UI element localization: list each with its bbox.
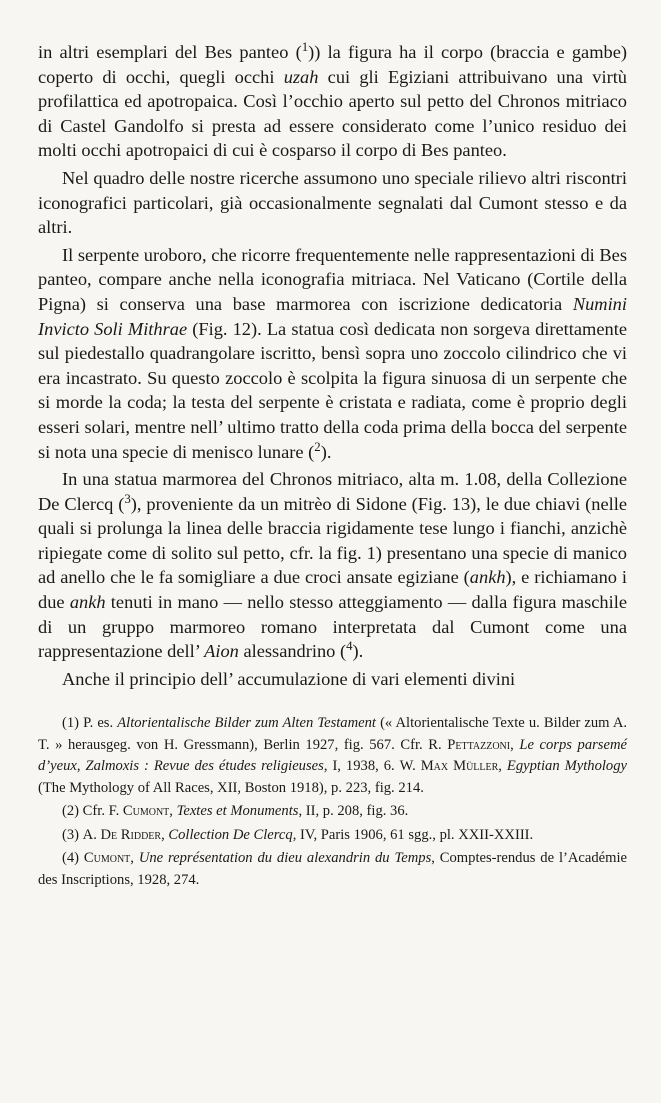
paragraph-5: Anche il principio dell’ accumulazione di vari elementi divini xyxy=(62,668,516,689)
text: Il serpente uroboro, che ricorre frequentemente nelle rappresentazioni di Bes panteo, compare anche nella iconografia mitriaca. Nel Vaticano (Cortile della Pigna) si conserva una base marmorea con iscrizione dedicatoria xyxy=(38,244,627,314)
text: In una statua marmorea del Chronos mitriaco, alta m. 1.08, della Collezione De Clercq ( xyxy=(38,469,627,514)
paragraph-2: Nel quadro delle nostre ricerche assumono uno speciale rilievo altri riscontri iconografici particolari, già occasionalmente segnalati dal Cumont stesso e da altri. xyxy=(38,167,627,238)
text: (« Altorientalische Texte u. Bilder zum A. T. » herausgeg. von H. Gressmann), Berlin 1927, fig. 567. Cfr. xyxy=(38,715,628,753)
footnotes xyxy=(38,713,627,891)
text: )) la figura ha il corpo (braccia e gambe) coperto di occhi, quegli occhi xyxy=(38,42,627,87)
text: ), proveniente da un mitrèo di Sidone (Fig. 13), le due chiavi (nelle quali si prolunga la linea delle braccia rigidamente tese lungo i fianchi, anzichè ripiegate come di solito sul petto, cfr. la fig. 1) presentano una specie di manico ad anello che le fa somigliare a due croci ansate egiziane ( xyxy=(38,493,627,588)
citation-author: F. Cumont xyxy=(108,803,170,820)
citation-author: W. Max Müller xyxy=(399,758,499,775)
text: , xyxy=(169,803,177,820)
citation-author: Cumont xyxy=(83,850,131,867)
text: , xyxy=(76,758,86,775)
footnote-2 xyxy=(38,801,627,823)
footnote-3 xyxy=(38,825,627,847)
citation-title: Altorientalische Bilder zum Alten Testament xyxy=(117,715,376,732)
term-ankh: ankh xyxy=(469,567,506,588)
citation-title: Egyptian Mythology xyxy=(506,758,627,775)
text: , xyxy=(161,826,169,843)
text: tenuti in mano — nello stesso atteggiamento — dalla figura maschile di un gruppo marmoreo romano interpretata dal Cumont come una rappresentazione dell’ xyxy=(38,592,627,662)
term-aion: Aion xyxy=(204,641,239,662)
paragraph-1 xyxy=(38,40,627,163)
term-uzah: uzah xyxy=(283,66,319,87)
footnote-ref-1: 1 xyxy=(301,39,309,54)
footnote-4 xyxy=(38,848,627,891)
text: (The Mythology of All Races, XII, Boston 1918), p. 223, fig. 214. xyxy=(38,779,424,796)
footnote-1 xyxy=(38,713,627,799)
text: ). xyxy=(352,641,364,662)
term-ankh: ankh xyxy=(69,592,106,613)
text: , Comptes-rendus de l’Académie des Inscriptions, 1928, 274. xyxy=(38,850,628,888)
text: (1) P. es. xyxy=(62,715,118,732)
text: ), e richiamano i due xyxy=(38,567,627,613)
citation-title: Zalmoxis : Revue des études religieuses xyxy=(85,758,324,775)
text: cui gli Egiziani attribuivano una virtù profilattica ed apotropaica. Così l’occhio aperto sul petto del Chronos mitriaco di Castel Gandolfo si presta ad essere considerato come l’unico residuo dei molti occhi apotropaici di cui è cosparso il corpo di Bes panteo. xyxy=(38,66,627,161)
footnote-ref-3: 3 xyxy=(124,491,131,506)
text: (2) Cfr. xyxy=(62,803,109,820)
citation-title: Textes et Monuments xyxy=(176,803,299,820)
text: ). xyxy=(320,441,332,462)
footnote-ref-4: 4 xyxy=(346,639,353,654)
text: , xyxy=(510,736,520,753)
paragraph-4 xyxy=(38,467,627,664)
citation-title: Collection De Clercq xyxy=(168,826,293,843)
citation-title: Une représentation du dieu alexandrin du Temps xyxy=(138,850,432,867)
main-text xyxy=(38,40,627,691)
citation-author: R. Pettazzoni xyxy=(428,736,511,753)
text: (4) xyxy=(62,850,84,867)
inscription: Numini Invicto Soli Mithrae xyxy=(38,293,627,339)
paragraph-3 xyxy=(38,243,627,464)
text: , I, 1938, 6. xyxy=(323,758,400,775)
text: , II, p. 208, fig. 36. xyxy=(298,803,409,820)
text: (3) xyxy=(62,826,83,843)
text: alessandrino ( xyxy=(238,641,347,662)
citation-author: A. De Ridder xyxy=(82,826,162,843)
text: in altri esemplari del Bes panteo ( xyxy=(38,42,302,62)
text: , xyxy=(498,758,507,775)
text: (Fig. 12). La statua così dedicata non sorgeva direttamente sul piedestallo quadrangolare iscritto, bensì sopra uno zoccolo cilindrico che vi era incastrato. Su questo zoccolo è scolpita la figura sinuosa di un serpente che si morde la coda; la testa del serpente è cristata e radiata, come è proprio degli esseri solari, mentre nell’ ultimo tratto della coda prima della bocca del serpente si nota una specie di menisco lunare ( xyxy=(38,318,627,462)
text: , IV, Paris 1906, 61 sgg., pl. XXII-XXIII. xyxy=(292,826,534,843)
footnote-ref-2: 2 xyxy=(314,439,321,454)
text: , xyxy=(130,850,139,867)
citation-title: Le corps parsemé d’yeux xyxy=(38,736,627,775)
